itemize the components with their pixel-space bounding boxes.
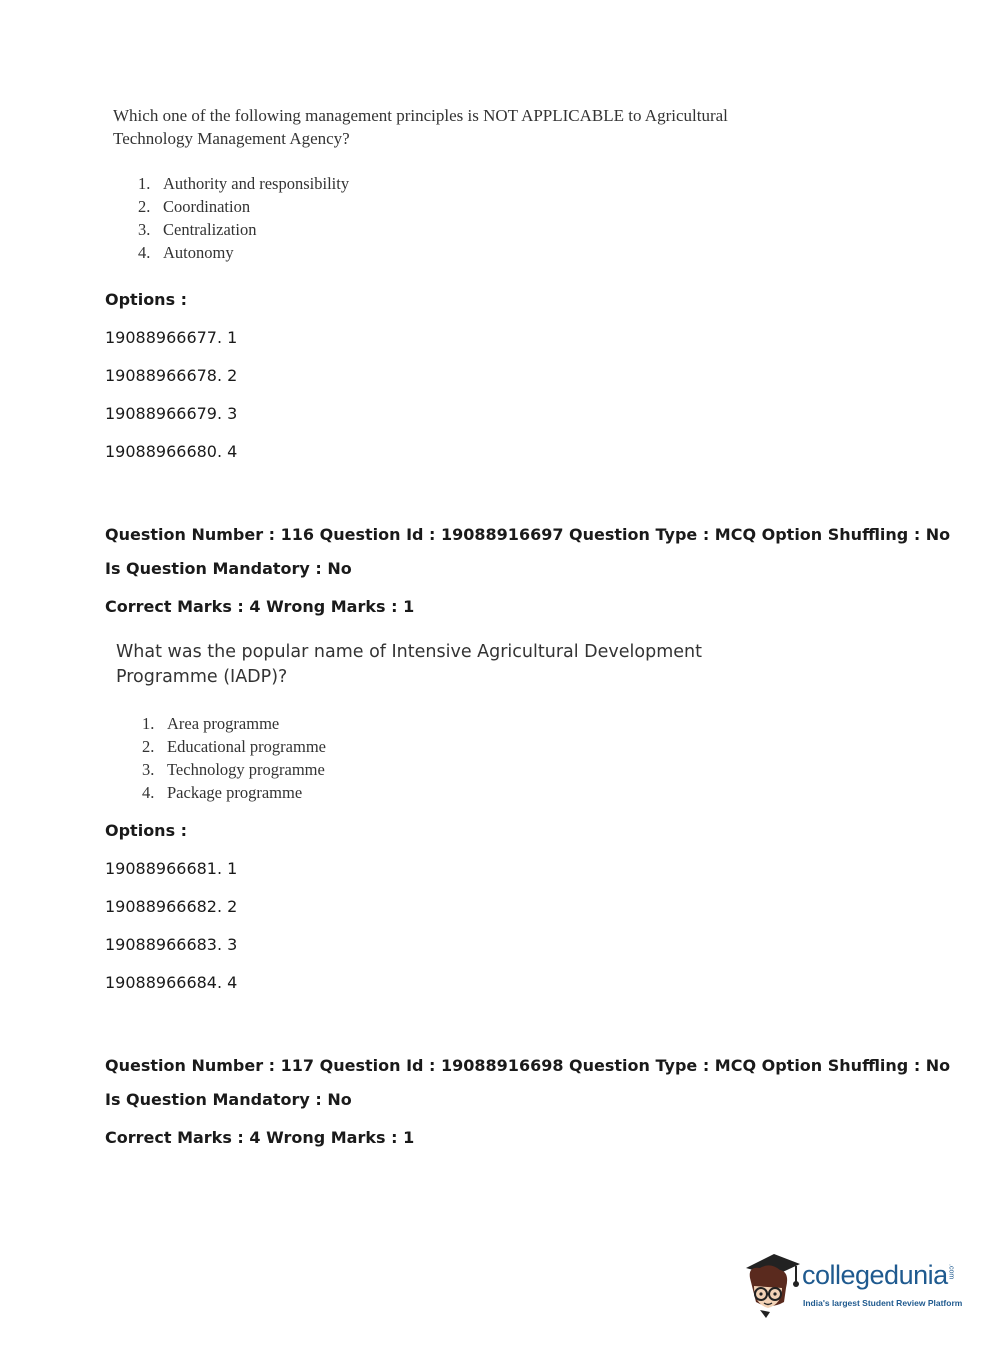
question-116-text — [116, 640, 816, 690]
question-117-meta: Question Number : 117 Question Id : 19088916698 Question Type : MCQ Option Shuffling : No — [105, 1056, 951, 1075]
choice-item: 4. Autonomy — [138, 243, 234, 262]
question-117-marks: Correct Marks : 4 Wrong Marks : 1 — [105, 1128, 415, 1147]
choice-item: 1. Authority and responsibility — [138, 174, 350, 193]
question-115-line2: Technology Management Agency? — [113, 129, 350, 148]
mascot-icon — [740, 1248, 802, 1320]
question-116-choices — [142, 712, 326, 804]
option-item: 19088966684. 4 — [105, 973, 238, 992]
choice-item: 3. Centralization — [138, 220, 257, 239]
brand-suffix: .com — [947, 1264, 955, 1280]
option-item: 19088966678. 2 — [105, 366, 238, 385]
choice-item: 1. Area programme — [142, 714, 280, 733]
choice-item: 4. Package programme — [142, 783, 303, 802]
question-115-choices — [138, 172, 349, 264]
choice-item: 3. Technology programme — [142, 760, 325, 779]
option-item: 19088966682. 2 — [105, 897, 238, 916]
options-label: Options : — [105, 290, 188, 309]
brand-name: collegedunia — [802, 1260, 948, 1290]
question-116-line2: Programme (IADP)? — [116, 667, 288, 687]
question-115-text — [113, 104, 813, 150]
choice-item: 2. Educational programme — [142, 737, 326, 756]
brand-tagline: India's largest Student Review Platform — [803, 1298, 963, 1308]
option-item: 19088966681. 1 — [105, 859, 238, 878]
question-116-meta: Question Number : 116 Question Id : 19088916697 Question Type : MCQ Option Shuffling : No — [105, 525, 951, 544]
option-item: 19088966680. 4 — [105, 442, 238, 461]
question-115-line1: Which one of the following management principles is NOT APPLICABLE to Agricultural — [113, 106, 728, 125]
option-item: 19088966679. 3 — [105, 404, 238, 423]
option-item: 19088966677. 1 — [105, 328, 238, 347]
choice-item: 2. Coordination — [138, 197, 251, 216]
question-117-mandatory: Is Question Mandatory : No — [105, 1090, 352, 1109]
question-116-line1: What was the popular name of Intensive Agricultural Development — [116, 642, 702, 662]
question-116-mandatory: Is Question Mandatory : No — [105, 559, 352, 578]
collegedunia-logo — [740, 1248, 980, 1323]
question-116-marks: Correct Marks : 4 Wrong Marks : 1 — [105, 597, 415, 616]
options-label: Options : — [105, 821, 188, 840]
option-item: 19088966683. 3 — [105, 935, 238, 954]
